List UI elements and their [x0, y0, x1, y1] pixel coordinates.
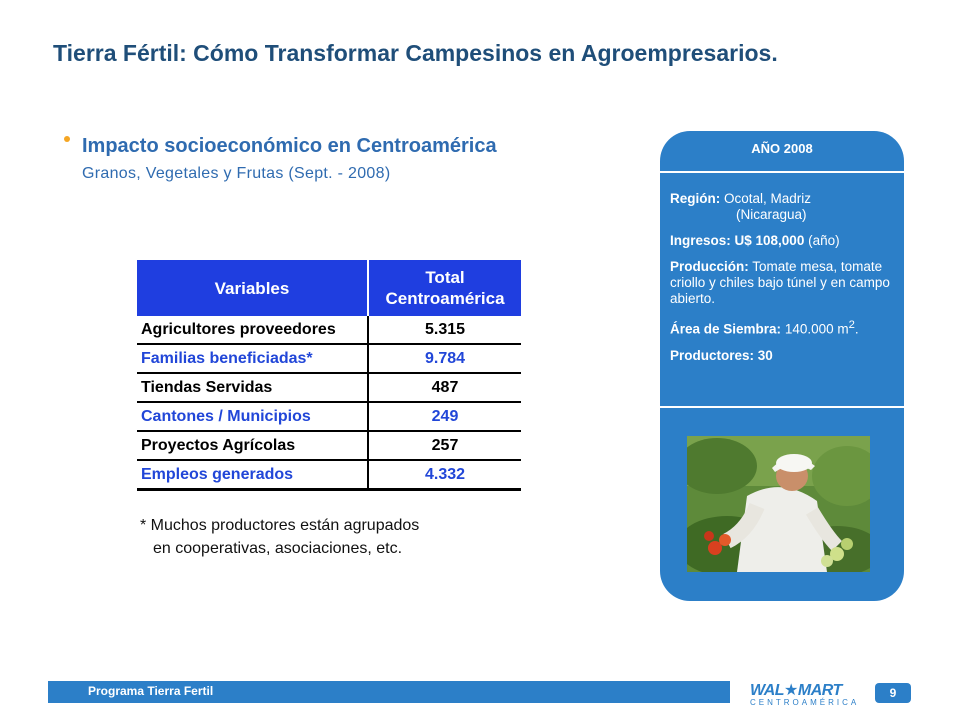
panel-info	[670, 191, 900, 374]
table-row	[137, 402, 521, 431]
produccion-value: Tomate mesa, tomate criollo y chiles bajo túnel y en campo abierto.	[670, 259, 890, 306]
row-value: 4.332	[368, 460, 521, 490]
program-name: Programa Tierra Fertil	[88, 684, 214, 698]
panel-divider-top	[660, 171, 904, 173]
produccion-label: Producción:	[670, 259, 749, 274]
row-value: 9.784	[368, 344, 521, 373]
header-total-line1: Total	[425, 268, 465, 287]
page-number: 9	[875, 683, 911, 703]
row-value: 257	[368, 431, 521, 460]
logo-wordmark: WAL★MART	[750, 682, 842, 699]
area-info	[670, 317, 900, 338]
row-label: Tiendas Servidas	[137, 373, 368, 402]
ingresos-info	[670, 233, 900, 249]
section-heading: Impacto socioeconómico en Centroamérica	[82, 135, 497, 157]
row-label: Empleos generados	[137, 460, 368, 490]
region-value: Ocotal, Madriz	[724, 191, 812, 206]
row-label: Agricultores proveedores	[137, 316, 368, 344]
row-label: Proyectos Agrícolas	[137, 431, 368, 460]
table-row	[137, 316, 521, 344]
walmart-logo	[750, 680, 860, 708]
slide-title: Tierra Fértil: Cómo Transformar Campesinos en Agroempresarios.	[53, 40, 778, 66]
header-total-line2: Centroamérica	[385, 289, 505, 308]
row-value: 249	[368, 402, 521, 431]
row-label: Familias beneficiadas*	[137, 344, 368, 373]
produccion-info	[670, 259, 900, 307]
footnote-line1: * Muchos productores están agrupados	[140, 517, 420, 534]
year-panel	[660, 131, 904, 601]
row-value: 5.315	[368, 316, 521, 344]
bullet-icon	[64, 136, 70, 142]
panel-divider-bottom	[660, 406, 904, 408]
area-value: 140.000 m	[784, 321, 849, 337]
farmer-photo	[687, 436, 870, 572]
logo-subtitle: CENTROAMÉRICA	[750, 698, 860, 707]
table-header-row	[137, 260, 521, 316]
footer-bar	[48, 681, 730, 703]
panel-heading: AÑO 2008	[751, 141, 813, 156]
area-end: .	[854, 321, 859, 337]
table-footnote	[140, 514, 419, 560]
productores-info	[670, 348, 900, 364]
area-label: Área de Siembra:	[670, 321, 782, 337]
header-total	[368, 260, 521, 316]
impact-table	[137, 260, 521, 491]
section-subheading: Granos, Vegetales y Frutas (Sept. - 2008)	[82, 165, 391, 182]
row-value: 487	[368, 373, 521, 402]
table-row	[137, 431, 521, 460]
header-variables: Variables	[137, 260, 368, 316]
region-info	[670, 191, 900, 223]
row-label: Cantones / Municipios	[137, 402, 368, 431]
productores-label: Productores: 30	[670, 347, 773, 363]
table-row	[137, 373, 521, 402]
ingresos-label: Ingresos: U$ 108,000	[670, 233, 805, 248]
table-row	[137, 460, 521, 490]
region-label: Región:	[670, 191, 721, 206]
table-row	[137, 344, 521, 373]
ingresos-value: (año)	[808, 233, 840, 248]
area-superscript: 2	[848, 319, 855, 331]
footnote-line2: en cooperativas, asociaciones, etc.	[153, 540, 403, 557]
region-value-country: (Nicaragua)	[736, 207, 807, 222]
